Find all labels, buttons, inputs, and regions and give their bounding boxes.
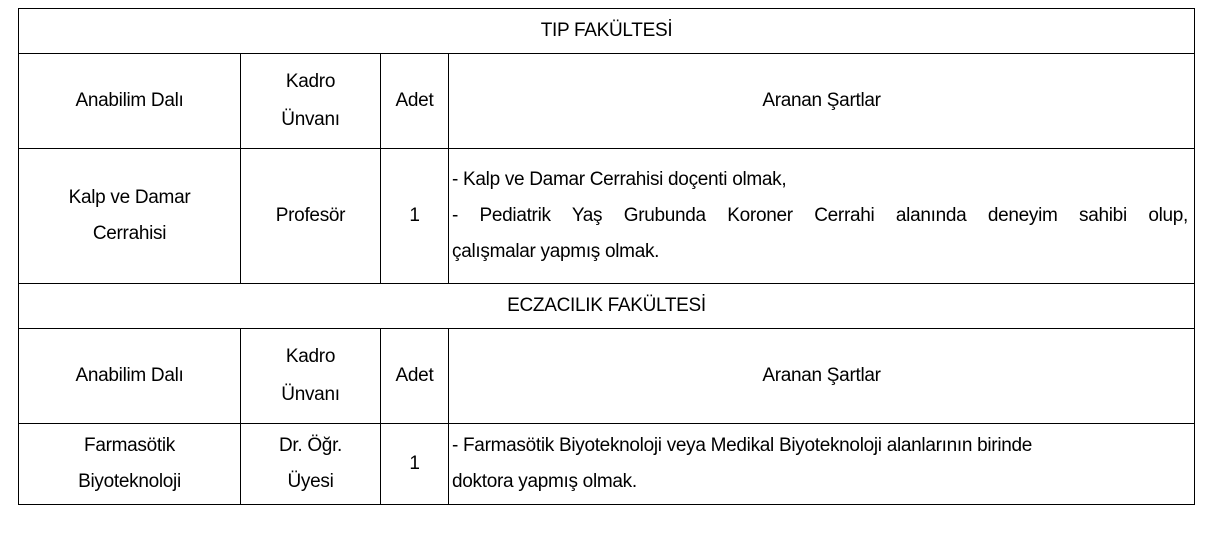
department-line1: Farmasötik [84,435,175,456]
requirements-cell [449,424,1195,505]
header-title [241,54,381,149]
table-row [19,149,1195,284]
column-header-row [19,54,1195,149]
requirement-line: doktora yapmış olmak. [452,471,637,492]
department-cell [19,149,241,284]
header-title-line2: Ünvanı [281,109,340,130]
header-requirements: Aranan Şartlar [449,54,1195,149]
header-count: Adet [381,54,449,149]
count-cell: 1 [381,424,449,505]
department-line1: Kalp ve Damar [68,187,191,208]
header-title-line1: Kadro [285,71,336,92]
header-department: Anabilim Dalı [19,329,241,424]
section-title-row [19,9,1195,54]
requirement-line: - Farmasötik Biyoteknoloji veya Medikal Biyoteknoloji alanlarının birinde [452,435,1033,456]
header-title [241,329,381,424]
header-requirements: Aranan Şartlar [449,329,1195,424]
header-title-line2: Ünvanı [281,384,340,405]
column-header-row [19,329,1195,424]
requirements-cell [449,149,1195,284]
header-count: Adet [381,329,449,424]
section-title: ECZACILIK FAKÜLTESİ [19,284,1195,329]
department-line2: Biyoteknoloji [78,471,181,492]
count-cell: 1 [381,149,449,284]
department-cell [19,424,241,505]
requirement-line: - Pediatrik Yaş Grubunda Koroner Cerrahi alanında deneyim sahibi olup, [452,205,1189,226]
title-cell [241,424,381,505]
table-row [19,424,1195,505]
section-title: TIP FAKÜLTESİ [19,9,1195,54]
header-title-line1: Kadro [285,346,336,367]
department-line2: Cerrahisi [92,223,167,244]
title-cell: Profesör [241,149,381,284]
requirement-line: çalışmalar yapmış olmak. [452,241,660,262]
title-line1: Dr. Öğr. [278,435,343,456]
section-title-row [19,284,1195,329]
title-line2: Üyesi [287,471,334,492]
faculty-positions-table [18,8,1195,505]
header-department: Anabilim Dalı [19,54,241,149]
requirement-line: - Kalp ve Damar Cerrahisi doçenti olmak, [452,169,787,190]
